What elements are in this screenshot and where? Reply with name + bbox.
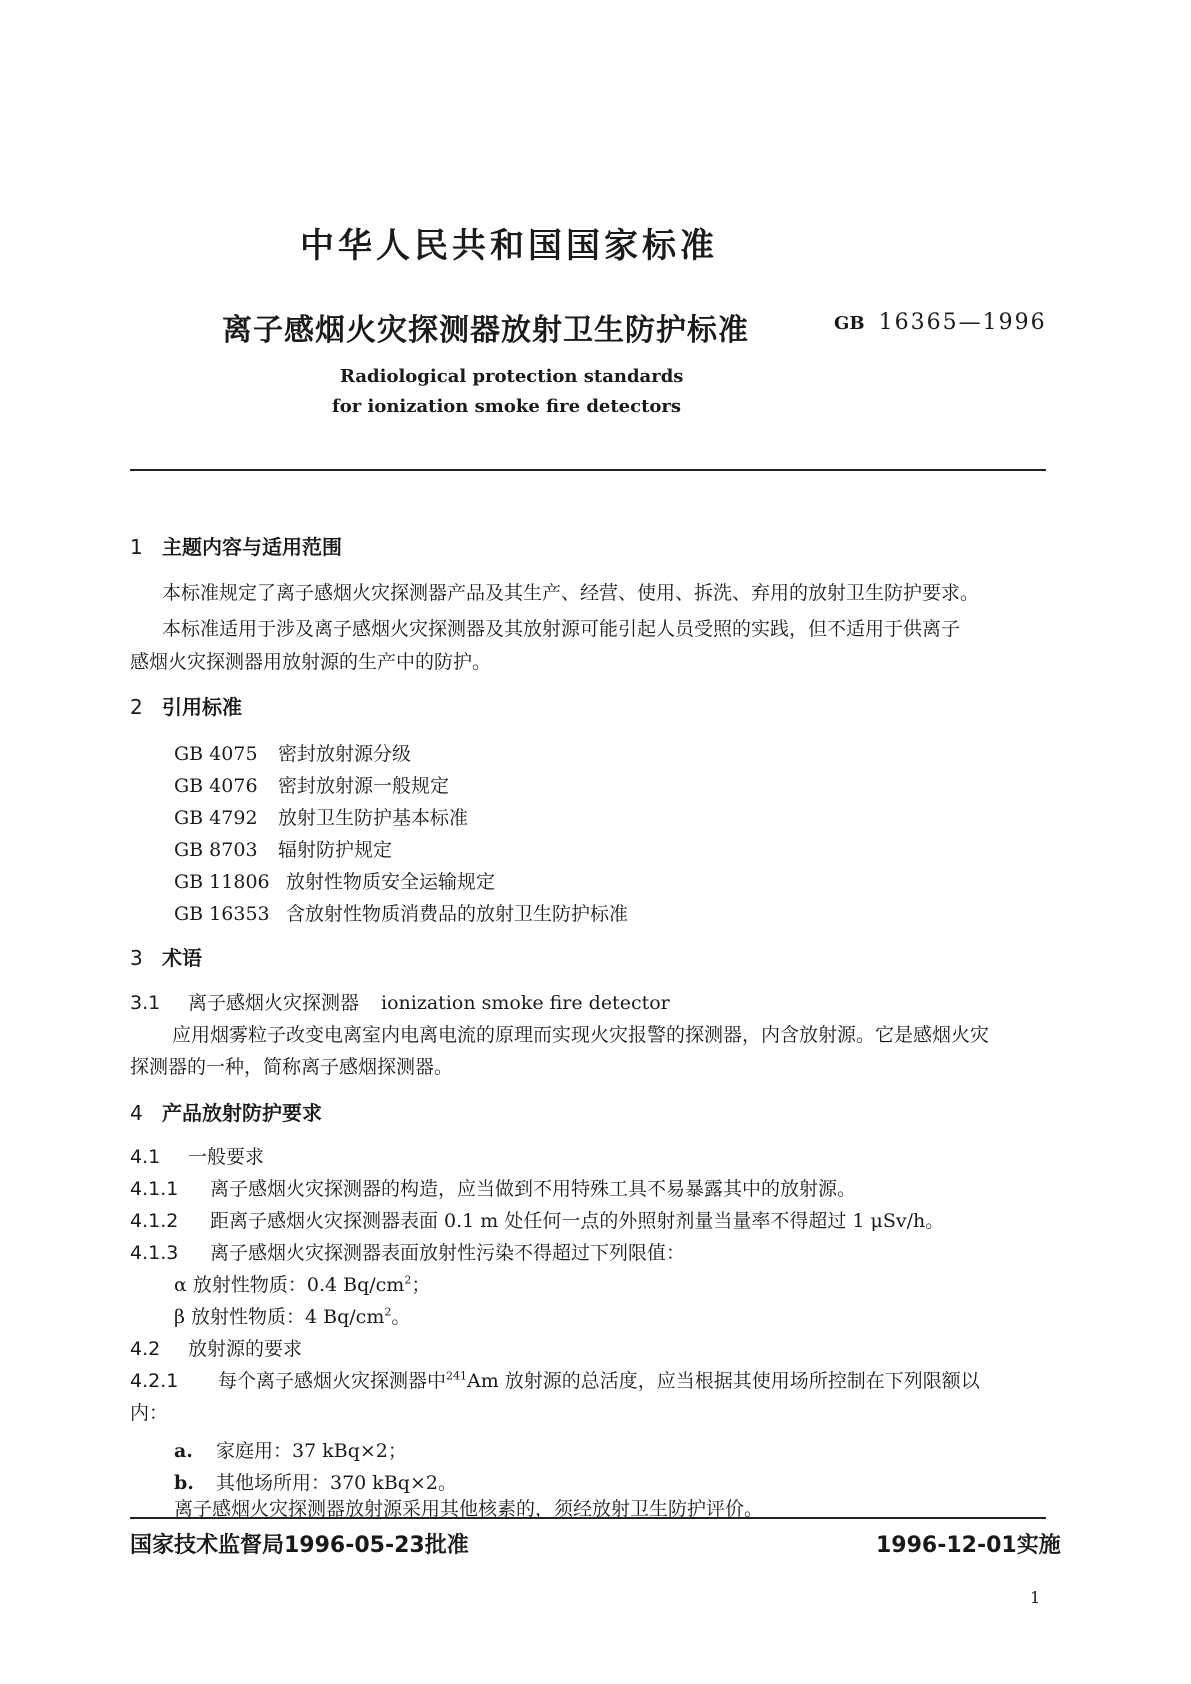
paragraph: 应用烟雾粒子改变电离室内电离电流的原理而实现火灾报警的探测器，内含放射源。它是感烟火灾 (172, 1024, 990, 1046)
clause-number: 3.1 (130, 992, 161, 1014)
clause-number: 4.1.3 (130, 1242, 179, 1264)
list-text: 家庭用：37 kBq×2； (216, 1440, 407, 1462)
reference-item (174, 867, 495, 894)
term-chinese: 离子感烟火灾探测器 (188, 992, 360, 1014)
paragraph-continuation: 内： (130, 1402, 169, 1424)
term-english: ionization smoke fire detector (381, 992, 670, 1014)
list-item-a (174, 1436, 407, 1463)
exponent: 2 (384, 1305, 392, 1319)
reference-name: 密封放射源分级 (278, 743, 412, 765)
reference-item (174, 771, 449, 798)
effective-date: 1996-12-01实施 (876, 1533, 1061, 1558)
section-number: 2 (130, 695, 143, 719)
clause-title: 放射源的要求 (188, 1338, 303, 1360)
reference-code: GB 8703 (174, 839, 258, 861)
paragraph: 离子感烟火灾探测器放射源采用其他核素的，须经放射卫生防护评价。 (174, 1498, 764, 1520)
clause-text: Am 放射源的总活度，应当根据其使用场所控制在下列限额以 (467, 1370, 980, 1392)
clause-number: 4.2 (130, 1338, 161, 1360)
national-standard-heading: 中华人民共和国国家标准 (300, 226, 718, 266)
clause-number: 4.1.1 (130, 1178, 179, 1200)
clause-4-1-3 (130, 1238, 685, 1265)
reference-item (174, 739, 411, 766)
isotope-mass-number: 241 (446, 1369, 468, 1383)
section-1-heading (130, 531, 342, 560)
section-title: 引用标准 (162, 695, 242, 719)
section-number: 4 (130, 1101, 143, 1125)
clause-text: 离子感烟火灾探测器表面放射性污染不得超过下列限值： (210, 1242, 686, 1264)
reference-code: GB 4076 (174, 775, 258, 797)
reference-name: 密封放射源一般规定 (278, 775, 450, 797)
exponent: 2 (404, 1273, 412, 1287)
reference-name: 含放射性物质消费品的放射卫生防护标准 (286, 903, 629, 925)
paragraph: 本标准适用于涉及离子感烟火灾探测器及其放射源可能引起人员受照的实践，但不适用于供离子 (162, 618, 961, 640)
clause-4-1-2 (130, 1206, 944, 1233)
clause-number: 4.1 (130, 1146, 161, 1168)
clause-number: 4.1.2 (130, 1210, 179, 1232)
paragraph: 本标准规定了离子感烟火灾探测器产品及其生产、经营、使用、拆洗、弃用的放射卫生防护要求。 (162, 582, 980, 604)
list-label: a. (174, 1440, 193, 1462)
clause-number: 4.2.1 (130, 1370, 179, 1392)
reference-name: 放射卫生防护基本标准 (278, 807, 469, 829)
section-3-heading (130, 942, 202, 971)
punctuation: 。 (391, 1306, 411, 1328)
english-title-line-2: for ionization smoke fire detectors (332, 396, 682, 417)
reference-code: GB 16353 (174, 903, 270, 925)
reference-item (174, 803, 468, 830)
reference-code: GB 4075 (174, 743, 258, 765)
approval-line: 国家技术监督局1996-05-23批准 (130, 1533, 469, 1558)
header-divider (130, 469, 1046, 471)
term-3-1 (130, 988, 670, 1015)
clause-4-1-1 (130, 1174, 856, 1201)
section-title: 产品放射防护要求 (162, 1101, 322, 1125)
reference-name: 辐射防护规定 (278, 839, 393, 861)
alpha-limit (174, 1270, 430, 1297)
section-4-heading (130, 1097, 322, 1126)
list-label: b. (174, 1472, 194, 1494)
punctuation: ； (411, 1274, 431, 1296)
section-number: 3 (130, 946, 143, 970)
clause-text: 距离子感烟火灾探测器表面 0.1 m 处任何一点的外照射剂量当量率不得超过 1 μSv/h。 (210, 1210, 945, 1232)
section-title: 主题内容与适用范围 (162, 535, 342, 559)
clause-text: 离子感烟火灾探测器的构造，应当做到不用特殊工具不易暴露其中的放射源。 (210, 1178, 857, 1200)
section-number: 1 (130, 535, 143, 559)
section-title: 术语 (162, 946, 202, 970)
clause-text: 每个离子感烟火灾探测器中 (218, 1370, 447, 1392)
alpha-text: α 放射性物质：0.4 Bq/cm (174, 1274, 405, 1296)
paragraph-continuation: 感烟火灾探测器用放射源的生产中的防护。 (130, 651, 492, 673)
reference-code: GB 4792 (174, 807, 258, 829)
footer-divider (130, 1517, 1046, 1519)
english-title-line-1: Radiological protection standards (340, 366, 684, 387)
clause-4-2-1 (130, 1366, 980, 1393)
section-2-heading (130, 691, 242, 720)
beta-text: β 放射性物质：4 Bq/cm (174, 1306, 385, 1328)
list-text: 其他场所用：370 kBq×2。 (216, 1472, 457, 1494)
standard-code: 16365—1996 (878, 310, 1047, 335)
document-title: 离子感烟火灾探测器放射卫生防护标准 (222, 313, 749, 348)
reference-item (174, 899, 628, 926)
standard-number (834, 310, 1047, 335)
clause-title: 一般要求 (188, 1146, 265, 1168)
reference-name: 放射性物质安全运输规定 (286, 871, 496, 893)
list-item-b (174, 1468, 457, 1495)
page-number: 1 (1030, 1588, 1041, 1607)
standard-prefix: GB (834, 313, 865, 334)
paragraph-continuation: 探测器的一种，简称离子感烟探测器。 (130, 1056, 454, 1078)
beta-limit (174, 1302, 410, 1329)
clause-4-2 (130, 1334, 302, 1361)
reference-code: GB 11806 (174, 871, 270, 893)
clause-4-1 (130, 1142, 264, 1169)
reference-item (174, 835, 392, 862)
